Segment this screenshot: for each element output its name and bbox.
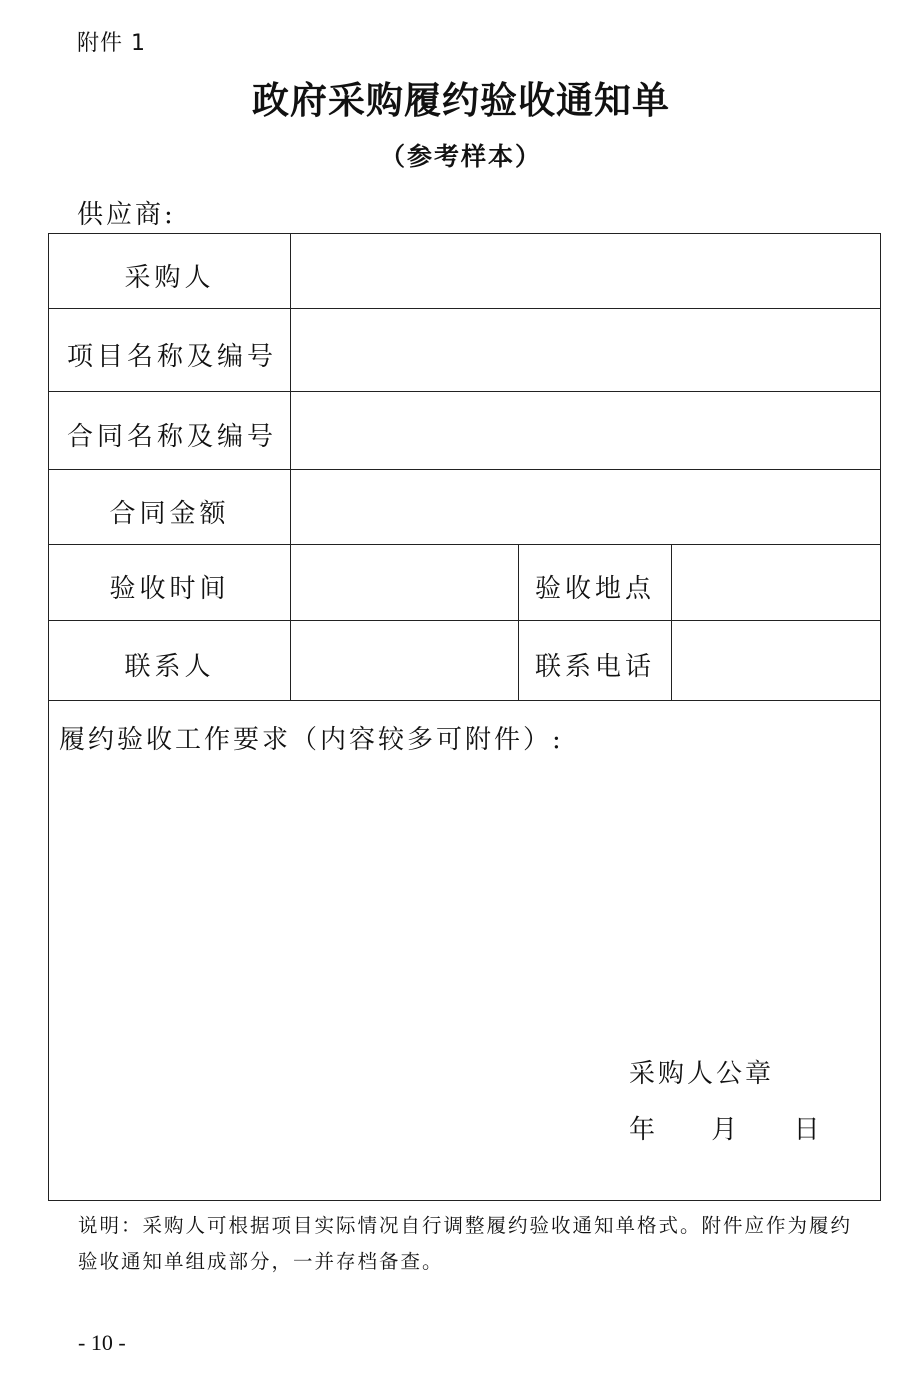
acceptance-place-label: 验收地点 [519,545,672,621]
purchaser-label: 采购人 [49,234,291,309]
date-year-label: 年 [629,1115,656,1145]
table-row [49,392,881,470]
date-line [629,1109,820,1146]
explanation-note: 说明：采购人可根据项目实际情况自行调整履约验收通知单格式。附件应作为履约验收通知单组成部分，一并存档备查。 [78,1214,853,1273]
supplier-label: 供应商: [77,200,176,230]
contract-amount-value [291,470,881,545]
acceptance-form-table [48,233,881,1201]
purchaser-seal-label: 采购人公章 [629,1059,775,1089]
table-row [49,470,881,545]
attachment-label: 附件 1 [77,31,146,56]
table-row [49,545,881,621]
requirements-label: 履约验收工作要求（内容较多可附件）: [59,725,564,755]
table-row [49,234,881,309]
date-month-label: 月 [711,1115,738,1145]
contact-person-label: 联系人 [49,621,291,701]
acceptance-time-label: 验收时间 [49,545,291,621]
document-title: 政府采购履约验收通知单 [252,79,670,122]
table-row [49,309,881,392]
table-row [49,701,881,1201]
contact-phone-label: 联系电话 [519,621,672,701]
table-row [49,621,881,701]
acceptance-time-value [291,545,519,621]
acceptance-place-value [672,545,881,621]
contract-name-label: 合同名称及编号 [49,392,291,470]
purchaser-value [291,234,881,309]
project-name-label: 项目名称及编号 [49,309,291,392]
contact-phone-value [672,621,881,701]
document-subtitle: （参考样本） [379,142,542,171]
contract-amount-label: 合同金额 [49,470,291,545]
requirements-cell [49,701,881,1201]
contract-name-value [291,392,881,470]
project-name-value [291,309,881,392]
page-number: - 10 - [78,1330,126,1355]
contact-person-value [291,621,519,701]
date-day-label: 日 [793,1115,820,1145]
